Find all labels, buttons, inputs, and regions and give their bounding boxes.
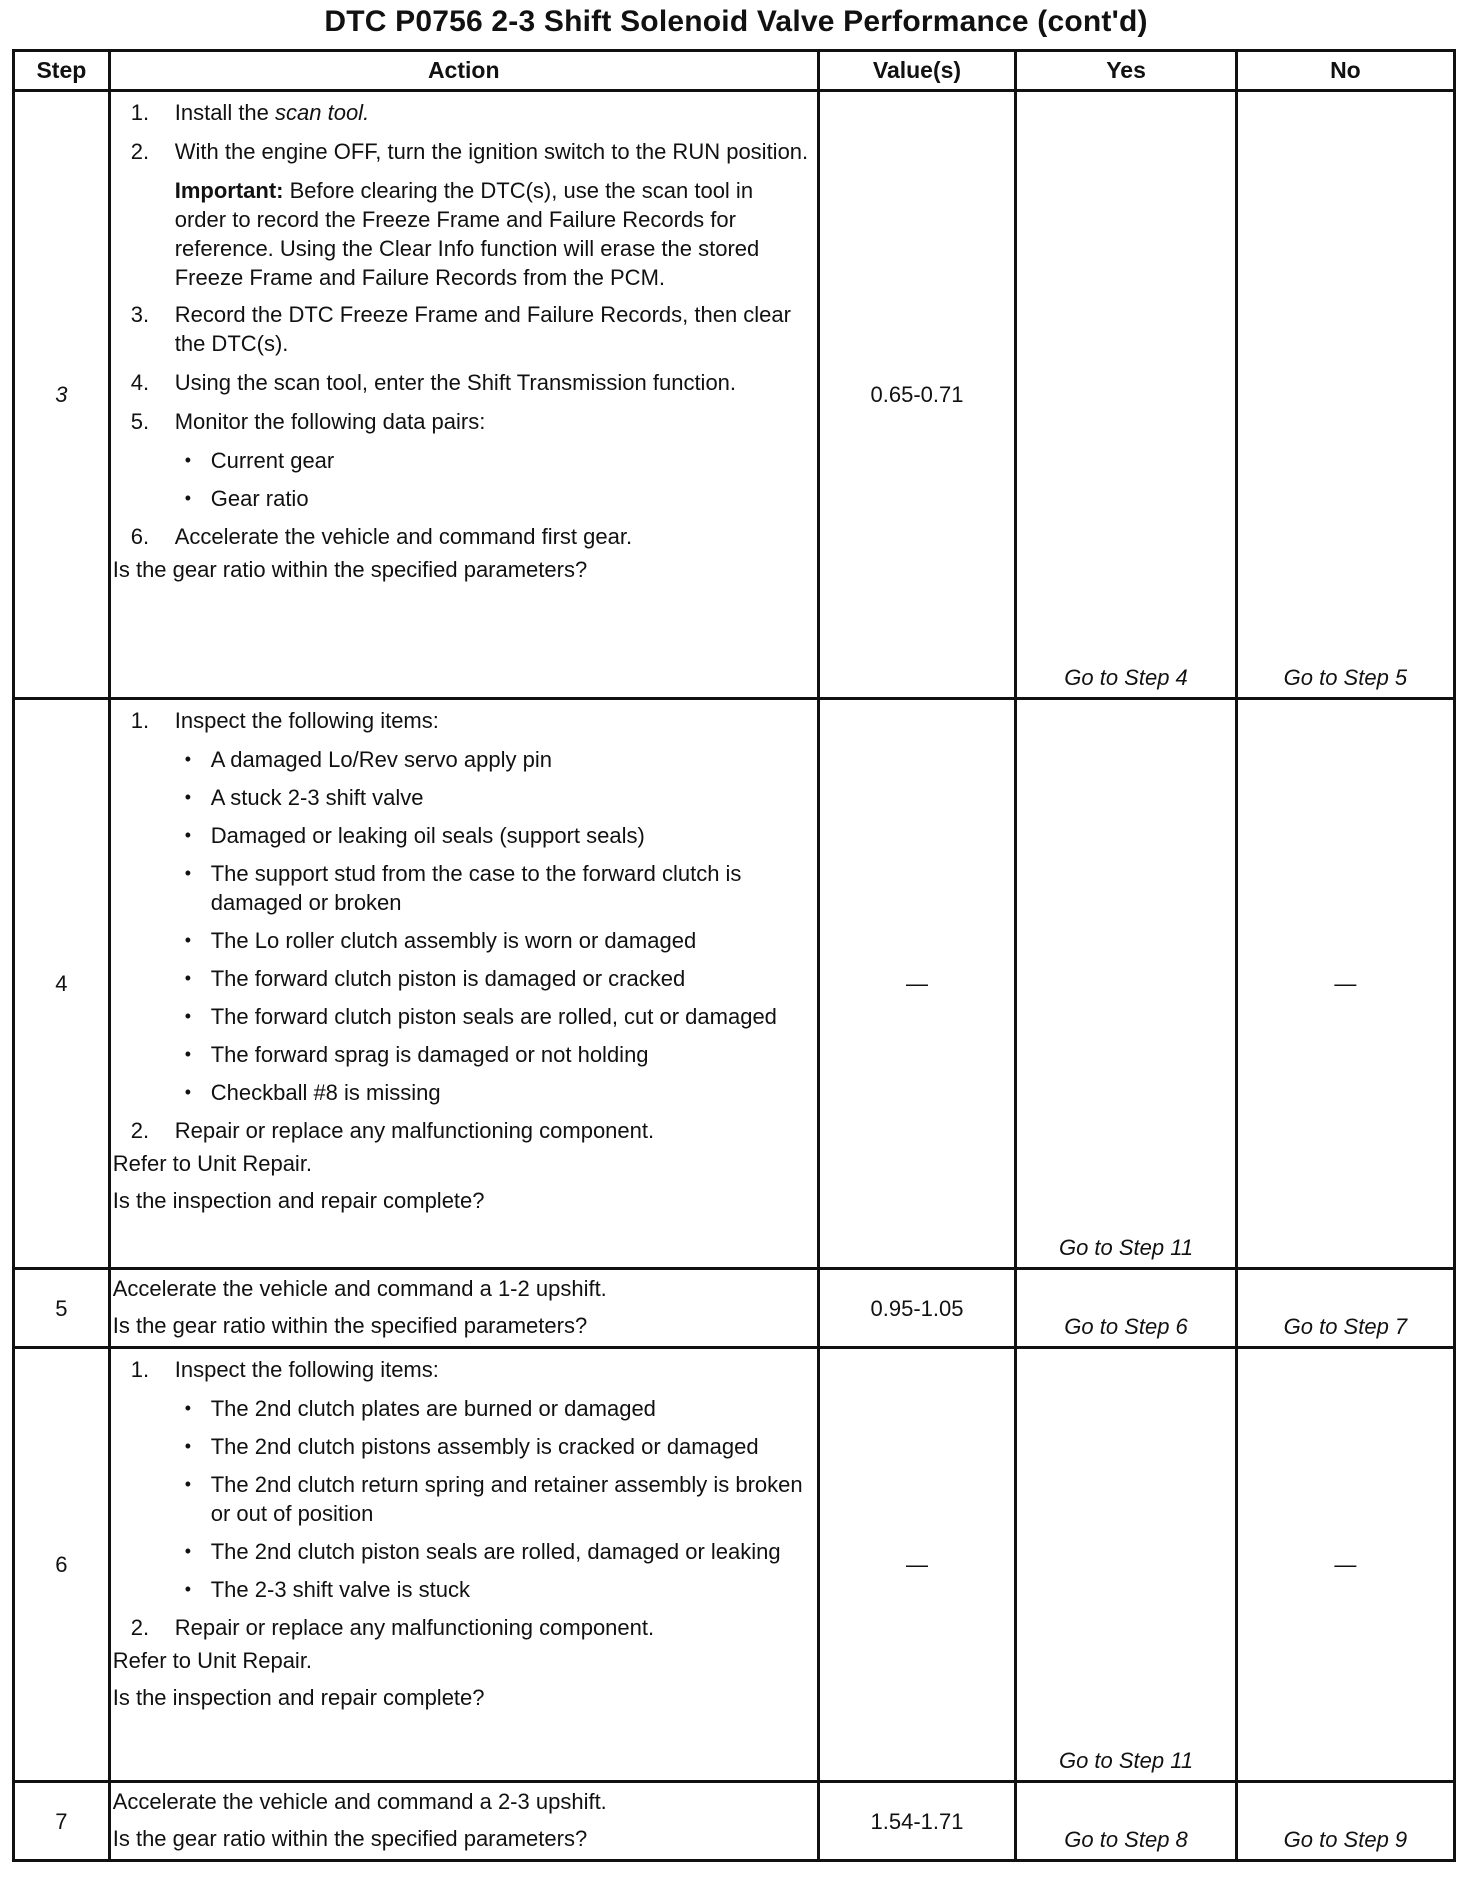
action-line: 4. Using the scan tool, enter the Shift Transmission function. [130, 370, 737, 395]
no-cell: — [1236, 1348, 1454, 1782]
no-cell: Go to Step 7 [1236, 1269, 1454, 1348]
value-cell: — [818, 699, 1016, 1269]
bullet-item: • The support stud from the case to the forward clutch is damaged or broken [184, 861, 742, 915]
bullet-item: • The 2nd clutch pistons assembly is cracked or damaged [184, 1434, 759, 1459]
yes-cell: Go to Step 11 [1016, 1348, 1237, 1782]
bullet-item: • The forward clutch piston is damaged or cracked [184, 966, 686, 991]
bullet-icon: • [184, 1006, 192, 1026]
bullet-icon: • [184, 863, 192, 883]
value-cell: 1.54-1.71 [818, 1782, 1016, 1861]
bullet-icon: • [184, 488, 192, 508]
bullet-icon: • [184, 825, 192, 845]
action-cell [109, 91, 818, 699]
action-line: 1. Install the scan tool. [130, 100, 370, 125]
question-text: Is the inspection and repair complete? [112, 1685, 485, 1710]
bullet-icon: • [184, 1541, 192, 1561]
bullet-item: • A damaged Lo/Rev servo apply pin [184, 747, 552, 772]
important-note: Important: Before clearing the DTC(s), use the scan tool in order to record the Freeze Frame and Failure Records for reference. Using the Clear Info function will erase the stored Freeze Frame and Failure Records from the PCM. [174, 178, 760, 290]
action-line: 6. Accelerate the vehicle and command first gear. [130, 524, 633, 549]
yes-cell: Go to Step 8 [1016, 1782, 1237, 1861]
table-row-step-7 [14, 1782, 1455, 1861]
question-text: Is the gear ratio within the specified parameters? [112, 1826, 588, 1851]
action-line: 1. Inspect the following items: [130, 1357, 439, 1382]
yes-cell: Go to Step 11 [1016, 699, 1237, 1269]
action-line: 3. Record the DTC Freeze Frame and Failure Records, then clear the DTC(s). [130, 302, 791, 356]
header-step: Step [14, 51, 110, 91]
refer-text: Refer to Unit Repair. [112, 1151, 313, 1176]
bullet-item: • The 2nd clutch piston seals are rolled, damaged or leaking [184, 1539, 781, 1564]
table-row-step-4 [14, 699, 1455, 1269]
yes-cell: Go to Step 4 [1016, 91, 1237, 699]
action-line: 1. Inspect the following items: [130, 708, 439, 733]
question-text: Is the gear ratio within the specified parameters? [112, 557, 588, 582]
bullet-icon: • [184, 1398, 192, 1418]
refer-text: Refer to Unit Repair. [112, 1648, 313, 1673]
action-line: 2. Repair or replace any malfunctioning component. [130, 1615, 655, 1640]
table-row-step-3 [14, 91, 1455, 699]
bullet-icon: • [184, 1579, 192, 1599]
action-line: 2. With the engine OFF, turn the ignition switch to the RUN position. [130, 139, 809, 164]
header-no: No [1236, 51, 1454, 91]
no-cell: — [1236, 699, 1454, 1269]
step-number: 5 [14, 1269, 110, 1348]
header-action: Action [109, 51, 818, 91]
bullet-icon: • [184, 450, 192, 470]
value-cell: — [818, 1348, 1016, 1782]
question-text: Is the inspection and repair complete? [112, 1188, 485, 1213]
value-cell: 0.95-1.05 [818, 1269, 1016, 1348]
bullet-icon: • [184, 1044, 192, 1064]
table-header-row [14, 51, 1455, 91]
action-line: Accelerate the vehicle and command a 1-2 upshift. [112, 1276, 607, 1301]
step-number: 4 [14, 699, 110, 1269]
header-yes: Yes [1016, 51, 1237, 91]
bullet-icon: • [184, 1436, 192, 1456]
action-cell [109, 1269, 818, 1348]
no-cell: Go to Step 9 [1236, 1782, 1454, 1861]
bullet-item: • Current gear [184, 448, 335, 473]
bullet-icon: • [184, 968, 192, 988]
bullet-item: • The 2-3 shift valve is stuck [184, 1577, 470, 1602]
bullet-item: • The forward sprag is damaged or not holding [184, 1042, 649, 1067]
step-number: 3 [14, 91, 110, 699]
bullet-item: • Checkball #8 is missing [184, 1080, 441, 1105]
action-cell [109, 699, 818, 1269]
bullet-item: • The 2nd clutch return spring and retainer assembly is broken or out of position [184, 1472, 803, 1526]
table-row-step-5 [14, 1269, 1455, 1348]
question-text: Is the gear ratio within the specified parameters? [112, 1313, 588, 1338]
page-title: DTC P0756 2-3 Shift Solenoid Valve Performance (cont'd) [324, 5, 1148, 38]
no-cell: Go to Step 5 [1236, 91, 1454, 699]
bullet-icon: • [184, 1082, 192, 1102]
bullet-item: • Gear ratio [184, 486, 309, 511]
yes-cell: Go to Step 6 [1016, 1269, 1237, 1348]
bullet-icon: • [184, 749, 192, 769]
bullet-item: • The Lo roller clutch assembly is worn or damaged [184, 928, 697, 953]
bullet-icon: • [184, 1474, 192, 1494]
step-number: 6 [14, 1348, 110, 1782]
diagnostic-table [12, 49, 1456, 1862]
action-cell [109, 1782, 818, 1861]
step-number: 7 [14, 1782, 110, 1861]
value-cell: 0.65-0.71 [818, 91, 1016, 699]
bullet-item: • The forward clutch piston seals are rolled, cut or damaged [184, 1004, 777, 1029]
bullet-icon: • [184, 930, 192, 950]
header-values: Value(s) [818, 51, 1016, 91]
action-line: 5. Monitor the following data pairs: [130, 409, 486, 434]
action-line: Accelerate the vehicle and command a 2-3 upshift. [112, 1789, 607, 1814]
bullet-icon: • [184, 787, 192, 807]
table-row-step-6 [14, 1348, 1455, 1782]
bullet-item: • Damaged or leaking oil seals (support seals) [184, 823, 645, 848]
bullet-item: • A stuck 2-3 shift valve [184, 785, 424, 810]
action-line: 2. Repair or replace any malfunctioning component. [130, 1118, 655, 1143]
action-cell [109, 1348, 818, 1782]
bullet-item: • The 2nd clutch plates are burned or damaged [184, 1396, 656, 1421]
